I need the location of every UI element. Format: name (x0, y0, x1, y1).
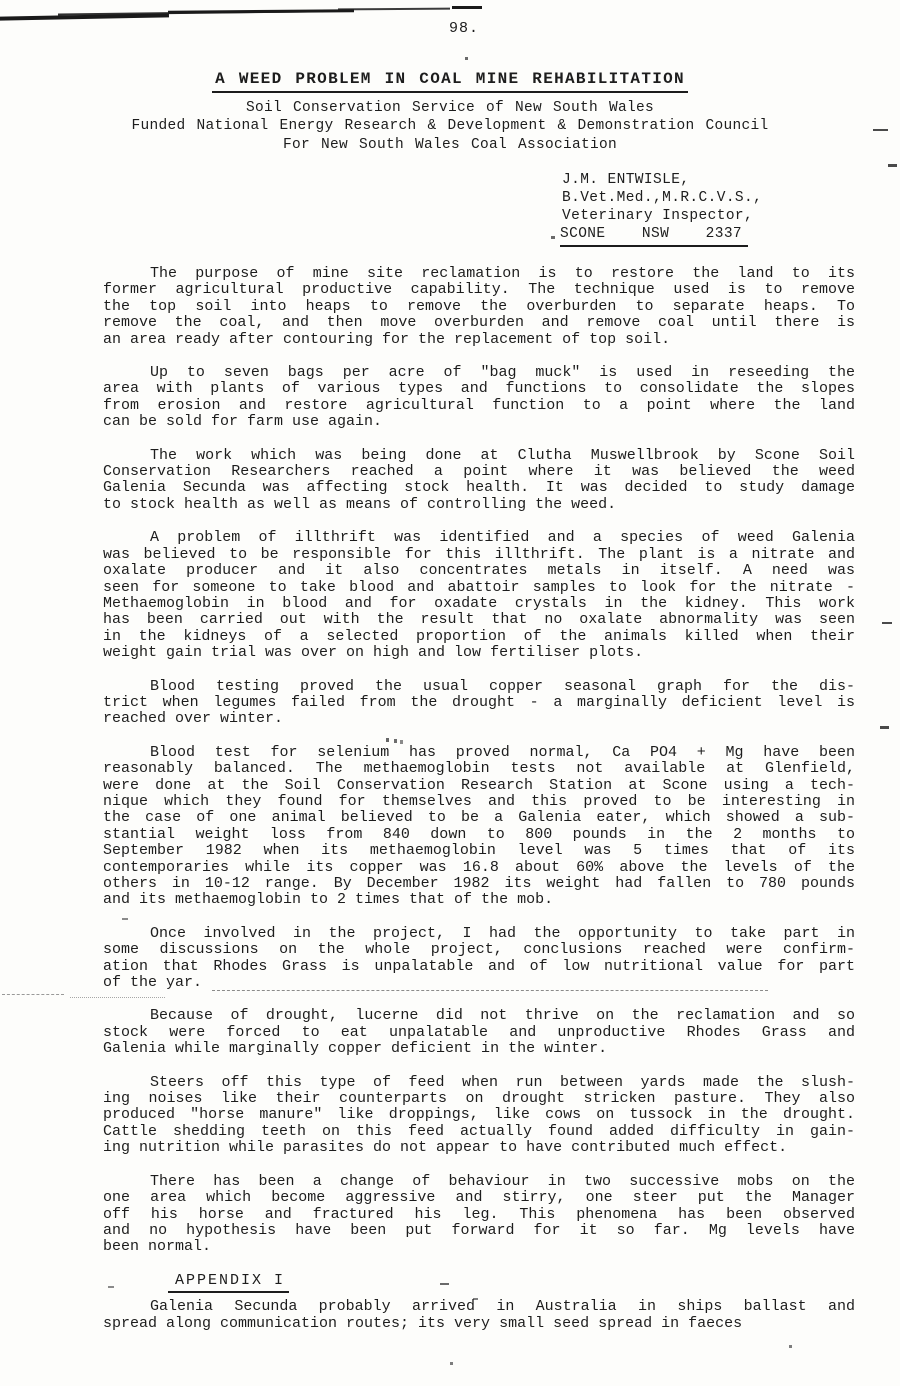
scan-artifact-speck (551, 236, 555, 239)
text-line: September 1982 when its methaemoglobin level was 5 times that of its (103, 842, 855, 860)
text-line: others in 10-12 range. By December 1982 its weight had fallen to 780 pounds (103, 875, 855, 892)
author-role: Veterinary Inspector, (562, 208, 754, 224)
text-line: Because of drought, lucerne did not thrive on the reclamation and so (150, 1007, 855, 1025)
text-line: ing nutrition while parasites do not appear to have contributed much effect. (103, 1139, 788, 1157)
page-number: 98. (448, 20, 479, 37)
text-line: off his horse and fractured his leg. This phenomena has been observed (103, 1205, 855, 1223)
text-line: Up to seven bags per acre of "bag muck" is used in reseeding the (150, 364, 855, 382)
author-qualifications: B.Vet.Med.,M.R.C.V.S., (562, 190, 763, 206)
text-line: has been carried out with the result that no oxalate abnormality was seen (103, 611, 855, 629)
author-name: J.M. ENTWISLE, (562, 172, 690, 188)
scan-artifact-margin-dash (880, 726, 889, 729)
paragraph (103, 1075, 855, 1157)
text-line: trict when legumes failed from the drought - a marginally deficient level is (103, 693, 855, 711)
text-line: one area which become aggressive and stirry, one steer put the Manager (103, 1189, 855, 1207)
text-line: was believed to be responsible for this illthrift. The plant is a nitrate and (103, 545, 855, 563)
text-line: The purpose of mine site reclamation is to restore the land to its (150, 265, 855, 282)
author-address: SCONE NSW 2337 (560, 225, 748, 247)
paragraph (103, 530, 855, 661)
document-subtitle (0, 99, 900, 154)
text-line: stock were forced to eat unpalatable and unproductive Rhodes Grass and (103, 1023, 855, 1041)
text-line: There has been a change of behaviour in two successive mobs on the (150, 1172, 855, 1190)
paragraph (103, 679, 855, 728)
text-line: an area ready after contouring for the replacement of top soil. (103, 330, 671, 348)
text-line: been normal. (103, 1238, 212, 1256)
text-line: nique which they found for themselves and this proved to be interesting in (103, 792, 855, 810)
text-line: Cattle shedding teeth on this feed actually found added difficulty in gain- (103, 1122, 855, 1140)
text-line: seen for someone to take blood and abattoir samples to look for the nitrate - (103, 578, 855, 596)
text-line: ation that Rhodes Grass is unpalatable and of low nutritional value for part (103, 957, 855, 975)
author-block (562, 171, 762, 247)
text-line: and no hypothesis have been put forward for it so far. Mg levels have (103, 1221, 855, 1239)
text-line: reasonably balanced. The methaemoglobin tests not available at Glenfield, (103, 760, 855, 778)
subtitle-line: For New South Wales Coal Association (282, 136, 618, 153)
text-line: The work which was being done at Clutha Muswellbrook by Scone Soil (150, 446, 855, 464)
text-line: can be sold for farm use again. (103, 413, 383, 431)
scan-artifact-margin-dash (882, 622, 892, 624)
text-line: weight gain trial was over on high and low fertiliser plots. (103, 644, 644, 662)
text-line: were done at the Soil Conservation Research Station at Scone using a tech- (103, 776, 855, 794)
paragraph (103, 1174, 855, 1256)
text-line: some discussions on the whole project, conclusions reached were confirm- (103, 941, 855, 959)
text-line: Galenia while marginally copper deficient in the winter. (103, 1040, 608, 1058)
text-line: A problem of illthrift was identified and a species of weed Galenia (150, 529, 855, 547)
text-line: from erosion and restore agricultural function to a point where the land (103, 396, 855, 414)
text-line: Steers off this type of feed when run between yards made the slush- (150, 1073, 855, 1091)
text-line: produced "horse manure" like droppings, like cows on tussock in the drought. (103, 1106, 855, 1124)
scan-artifact-speck (450, 1362, 453, 1365)
text-line: oxalate producer and it also concentrates metals in itself. A need was (103, 562, 855, 580)
text-line: area with plants of various types and functions to consolidate the slopes (103, 380, 855, 398)
text-line: the top soil into heaps to remove the overburden to separate heaps. To (103, 297, 855, 315)
text-line: Blood testing proved the usual copper seasonal graph for the dis- (150, 677, 855, 695)
text-line: Once involved in the project, I had the opportunity to take part in (150, 924, 855, 942)
scan-artifact-speck (465, 57, 468, 60)
subtitle-line: Funded National Energy Research & Development & Demonstration Council (131, 118, 769, 135)
text-line: ing noises like their counterparts on drought stricken pasture. They also (103, 1090, 855, 1108)
text-line: to stock health as well as means of controlling the weed. (103, 495, 617, 513)
text-line: stantial weight loss from 840 down to 800 pounds in the 2 months to (103, 825, 855, 843)
paragraph (103, 266, 855, 348)
text-line: Methaemoglobin in blood and for oxadate crystals in the kidney. This work (103, 594, 855, 612)
text-line: former agricultural productive capability. The technique used is to remove (103, 281, 855, 299)
scan-artifact-top-line (452, 6, 482, 9)
appendix-paragraph (103, 1299, 855, 1332)
scan-artifact-top-line (338, 8, 450, 11)
text-line: reached over winter. (103, 710, 284, 728)
text-line: contemporaries while its copper was 16.8 about 60% above the levels of the (103, 858, 855, 876)
scan-artifact-margin-dash (888, 164, 897, 167)
text-line: Galenia Secunda was affecting stock health. It was decided to study damage (103, 479, 855, 497)
subtitle-line: Soil Conservation Service of New South Wales (245, 100, 655, 116)
text-line: of the yar. (103, 974, 203, 992)
text-line: in the kidneys of a selected proportion of the animals killed when their (103, 627, 855, 645)
document-title: A WEED PROBLEM IN COAL MINE REHABILITATION (212, 70, 688, 93)
text-line: remove the coal, and then move overburden and remove coal until there is (103, 314, 855, 332)
scan-artifact-top-line (168, 9, 354, 14)
paragraph (103, 926, 855, 992)
text-line: and its methaemoglobin to 2 times that of the mob. (103, 891, 554, 909)
text-line: Galenia Secunda probably arrived in Australia in ships ballast and (150, 1298, 855, 1316)
paragraph (103, 448, 855, 514)
appendix-heading: APPENDIX I (168, 1273, 289, 1293)
paragraph (103, 745, 855, 909)
text-line: spread along communication routes; its very small seed spread in faeces (103, 1314, 743, 1332)
paragraph (103, 365, 855, 431)
text-line: the case of one animal believed to be a Galenia eater, which showed a sub- (103, 809, 855, 827)
document-body (103, 266, 855, 1349)
text-line: Conservation Researchers reached a point where it was believed the weed (103, 463, 855, 481)
text-line: Blood test for selenium has proved normal, Ca PO4 + Mg have been (150, 743, 855, 761)
paragraph (103, 1008, 855, 1057)
scan-artifact-dashed-line (2, 994, 64, 995)
